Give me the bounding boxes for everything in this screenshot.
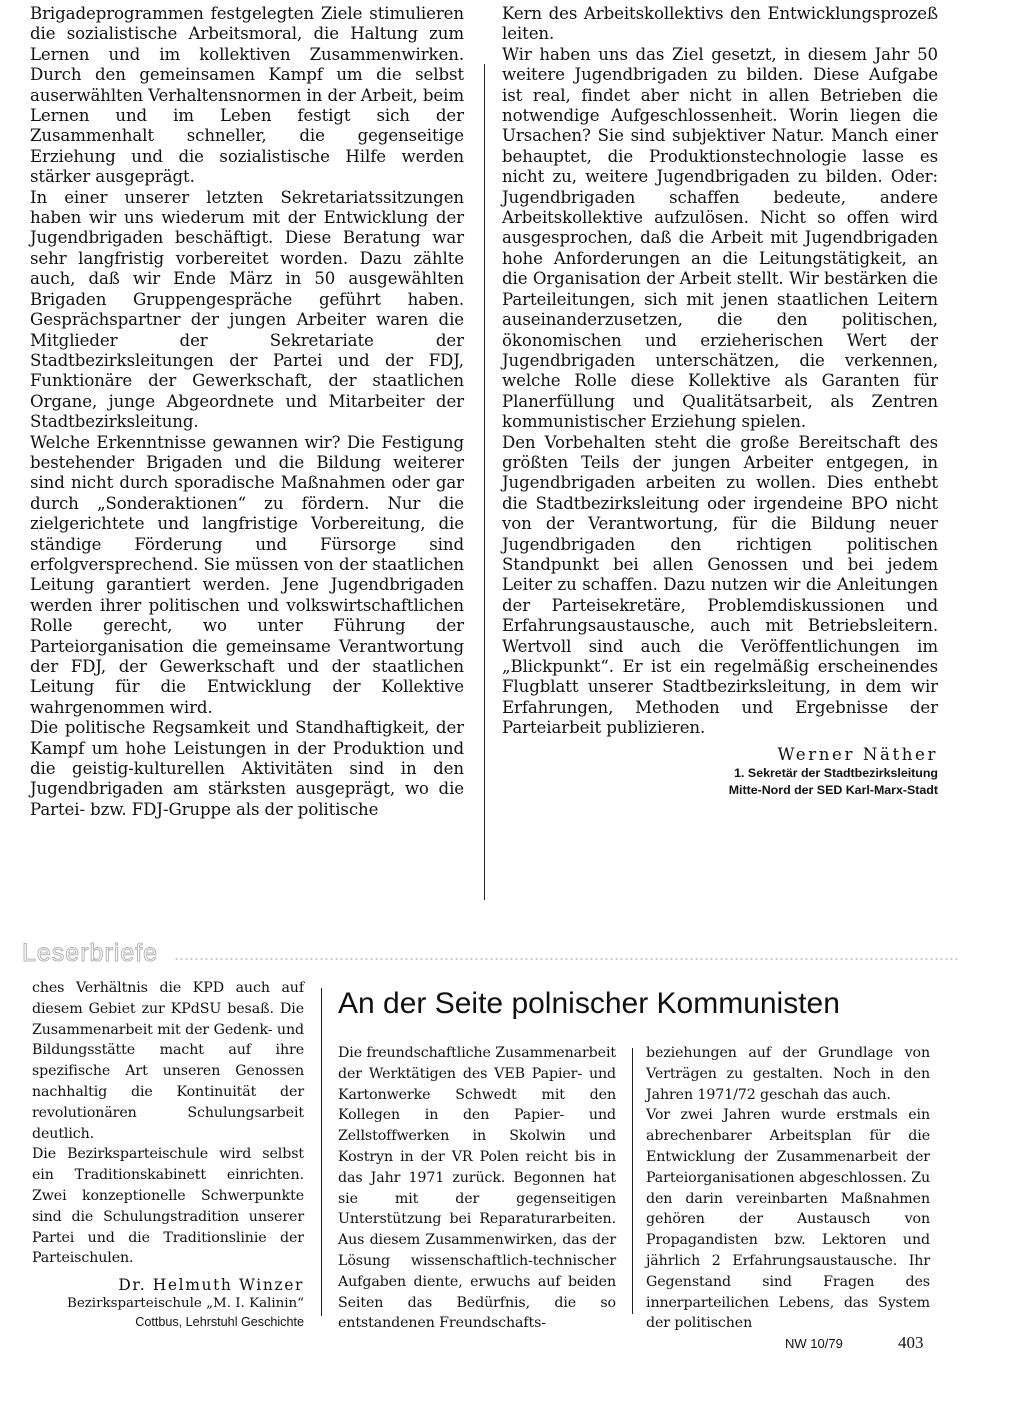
paragraph: ches Verhältnis die KPD auch auf diesem Gebiet zur KPdSU besaß. Die Zusammenarbeit mit der Gedenk- und Bildungsstätte macht auf ihre spezifische Art unseren Genossen nachhaltig die Kontinuität der revolutionären Schulungsarbeit deutlich. [32, 980, 304, 1142]
column-divider [484, 64, 485, 900]
paragraph: Den Vorbehalten steht die große Bereitschaft des größten Teils der jungen Arbeiter entgegen, in Jugendbrigaden arbeiten zu wollen. Dies enthebt die Stadtbezirksleitung oder irgendeine BPO nicht von der Verantwortung, für die Bildung neuer Jugendbrigaden den richtigen politischen Standpunkt bei allen Genossen und bei jedem Leiter zu schaffen. Dazu nutzen wir die Anleitungen der Parteisekretäre, Problemdiskussionen und Erfahrungsaustausche, auch mit Betriebsleitern. Wertvoll sind auch die Veröffentlichungen im „Blickpunkt“. Er ist ein regelmäßig erscheinendes Flugblatt unserer Stadtbezirksleitung, in dem wir Erfahrungen, Methoden und Ergebnisse der Parteiarbeit publizieren. [502, 432, 938, 738]
paragraph: Brigadeprogrammen festgelegten Ziele stimulieren die sozialistische Arbeitsmoral, die Haltung zum Lernen und im kollektiven Zusammenwirken. Durch den gemeinsamen Kampf um die selbst auserwählten Verhaltensnormen in der Arbeit, beim Lernen und im Leben festigt sich der Zusammenhalt schneller, die gegenseitige Erziehung und die sozialistische Hilfe werden stärker ausgeprägt. [30, 4, 464, 187]
article-column-top-right [502, 4, 938, 799]
author-department: Cottbus, Lehrstuhl Geschichte [135, 1315, 304, 1330]
paragraph: Wir haben uns das Ziel gesetzt, in diesem Jahr 50 weitere Jugendbrigaden zu bilden. Diese Aufgabe ist real, findet aber nicht in allen Betrieben die notwendige Aufgeschlossenheit. Worin liegen die Ursachen? Sie sind subjektiver Natur. Manch einer behauptet, die Produktionstechnologie lasse es nicht zu, weitere Jugendbrigaden zu bilden. Oder: Jugendbrigaden schaffen bedeute, andere Arbeitskollektive aufzulösen. Nicht so offen wird ausgesprochen, daß die Arbeit mit Jugendbrigaden hohe Anforderungen an die Leitungstätigkeit, an die Organisation der Arbeit stellt. Wir bestärken die Parteileitungen, sich mit jenen staatlichen Leitern auseinanderzusetzen, die den politischen, ökonomischen und erzieherischen Wert der Jugendbrigaden unterschätzen, die verkennen, welche Rolle diese Kollektive als Garanten für Planerfüllung und Qualitätsarbeit, als Zentren kommunistischer Erziehung spielen. [502, 44, 938, 432]
paragraph: Die politische Regsamkeit und Standhaftigkeit, der Kampf um hohe Leistungen in der Produktion und die geistig-kulturellen Aktivitäten sind in den Jugendbrigaden am stärksten ausgeprägt, wo die Partei- bzw. FDJ-Gruppe als der politische [30, 718, 464, 819]
paragraph: Vor zwei Jahren wurde erstmals ein abrechenbarer Arbeitsplan für die Entwicklung der Zusammenarbeit der Parteiorganisationen abgeschlossen. Zu den darin vereinbarten Maßnahmen gehören der Austausch von Propagandisten bzw. Lektoren und jährlich 2 Erfahrungsaustausche. Ihr Gegenstand sind Fragen des innerparteilichen Lebens, das System der politischen [646, 1107, 930, 1332]
paragraph: Kern des Arbeitskollektivs den Entwicklungsprozeß leiten. [502, 4, 938, 44]
issue-number: NW 10/79 [785, 1336, 843, 1351]
article-headline: An der Seite polnischer Kommunisten [338, 987, 840, 1020]
paragraph: Die Bezirksparteischule wird selbst ein Traditionskabinett einrichten. Zwei konzeptionelle Schwerpunkte sind die Schulungstradition unserer Partei und die Traditionslinie der Parteischulen. [32, 1146, 304, 1267]
column-divider [632, 1048, 633, 1314]
article-column-top-left [30, 4, 464, 820]
letter-column-right [646, 1043, 930, 1334]
paragraph: beziehungen auf der Grundlage von Verträgen zu gestalten. Noch in den Jahren 1971/72 geschah das auch. [646, 1045, 930, 1103]
author-organization: Mitte-Nord der SED Karl-Marx-Stadt [728, 782, 938, 797]
paragraph: In einer unserer letzten Sekretariatssitzungen haben wir uns wiederum mit der Entwicklung der Jugendbrigaden beschäftigt. Diese Beratung war sehr langfristig vorbereitet worden. Dazu zählte auch, daß wir Ende März in 50 ausgewählten Brigaden Gruppengespräche geführt haben. Gesprächspartner der jungen Arbeiter waren die Mitglieder der Sekretariate der Stadtbezirksleitungen der Partei und der FDJ, Funktionäre der Gewerkschaft, der staatlichen Organe, junge Abgeordnete und Mitarbeiter der Stadtbezirksleitung. [30, 187, 464, 432]
column-divider [321, 988, 322, 1316]
section-label: Leserbriefe [22, 939, 159, 967]
author-institution: Bezirksparteischule „M. I. Kalinin“ [66, 1296, 304, 1312]
author-title: 1. Sekretär der Stadtbezirksleitung [734, 765, 938, 780]
author-name: Werner Näther [777, 744, 938, 764]
section-divider-dots [174, 957, 960, 961]
page-number: 403 [898, 1333, 924, 1352]
paragraph: Welche Erkenntnisse gewannen wir? Die Festigung bestehender Brigaden und die Bildung weiterer sind nicht durch sporadische Maßnahmen oder gar durch „Sonderaktionen“ zu fördern. Nur die zielgerichtete und langfristige Vorbereitung, die ständige Förderung und Fürsorge sind erfolgversprechend. Sie müssen von der staatlichen Leitung garantiert werden. Jene Jugendbrigaden werden ihrer politischen und volkswirtschaftlichen Rolle gerecht, wo unter Führung der Parteiorganisation die gemeinsame Verantwortung der FDJ, der Gewerkschaft und der staatlichen Leitung für die Entwicklung der Kollektive wahrgenommen wird. [30, 432, 464, 717]
paragraph: Die freundschaftliche Zusammenarbeit der Werktätigen des VEB Papier- und Kartonwerke Schwedt mit den Kollegen in den Papier- und Zellstoffwerken in Skolwin und Kostryn in der VR Polen reicht bis in das Jahr 1971 zurück. Begonnen hat sie mit der gegenseitigen Unterstützung bei Reparaturarbeiten. Aus diesem Zusammenwirken, das der Lösung wissenschaftlich-technischer Aufgaben diente, erwuchs auf beiden Seiten das Bedürfnis, die so entstandenen Freundschafts- [338, 1045, 616, 1332]
letter-column-left [32, 978, 304, 1331]
section-header [22, 937, 960, 969]
author-name: Dr. Helmuth Winzer [118, 1276, 304, 1295]
letter-column-middle [338, 1043, 616, 1334]
